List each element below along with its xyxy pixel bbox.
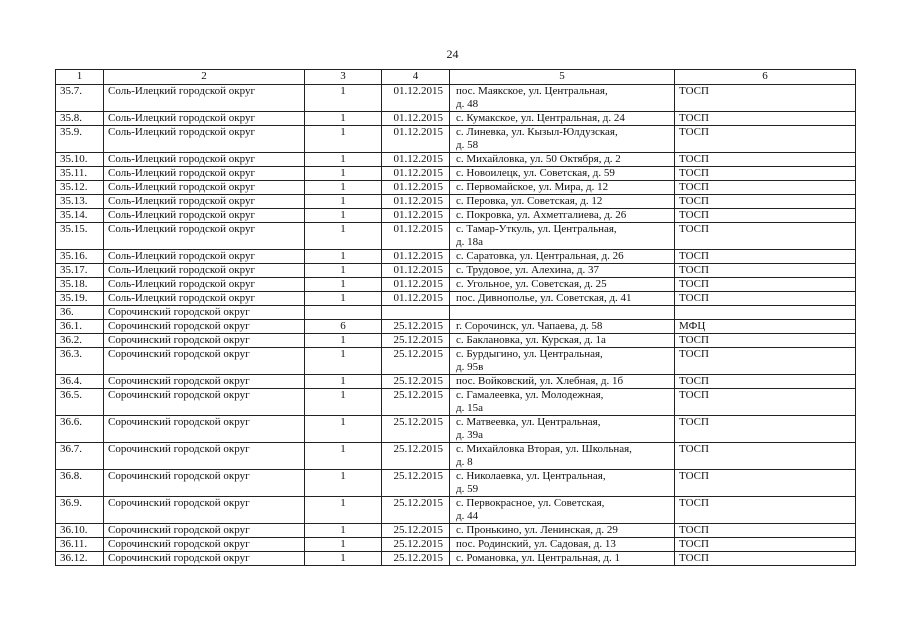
district-name-cell: Сорочинский городской округ [104, 389, 305, 416]
date-cell: 25.12.2015 [382, 538, 450, 552]
address-line: с. Саратовка, ул. Центральная, д. 26 [456, 250, 624, 262]
office-type-cell [675, 306, 856, 320]
windows-count-cell: 1 [305, 470, 382, 497]
district-name-cell: Сорочинский городской округ [104, 375, 305, 389]
windows-count-cell: 1 [305, 348, 382, 375]
office-type-cell: ТОСП [675, 278, 856, 292]
windows-count-cell: 1 [305, 153, 382, 167]
address-cell [450, 195, 675, 209]
address-cell [450, 153, 675, 167]
table-row [56, 85, 856, 112]
date-cell: 01.12.2015 [382, 112, 450, 126]
date-cell: 25.12.2015 [382, 416, 450, 443]
table-row [56, 264, 856, 278]
date-cell: 01.12.2015 [382, 292, 450, 306]
district-name-cell: Сорочинский городской округ [104, 538, 305, 552]
row-number-cell: 35.14. [56, 209, 104, 223]
row-number-cell: 36. [56, 306, 104, 320]
office-type-cell: ТОСП [675, 443, 856, 470]
address-line: с. Первокрасное, ул. Советская, [456, 497, 605, 509]
district-name-cell: Сорочинский городской округ [104, 470, 305, 497]
address-cell [450, 250, 675, 264]
district-name-cell: Соль-Илецкий городской округ [104, 209, 305, 223]
windows-count-cell: 6 [305, 320, 382, 334]
windows-count-cell: 1 [305, 552, 382, 566]
district-name-cell: Сорочинский городской округ [104, 416, 305, 443]
district-name-cell: Сорочинский городской округ [104, 320, 305, 334]
address-cell [450, 292, 675, 306]
table-row [56, 195, 856, 209]
address-line: с. Угольное, ул. Советская, д. 25 [456, 278, 607, 290]
address-line: с. Михайловка, ул. 50 Октября, д. 2 [456, 153, 621, 165]
date-cell: 01.12.2015 [382, 181, 450, 195]
address-cell [450, 443, 675, 470]
row-number-cell: 35.19. [56, 292, 104, 306]
address-cell [450, 524, 675, 538]
address-line-continued: д. 48 [456, 98, 479, 110]
table-row [56, 389, 856, 416]
office-type-cell: ТОСП [675, 223, 856, 250]
office-type-cell: ТОСП [675, 334, 856, 348]
row-number-cell: 36.8. [56, 470, 104, 497]
district-name-cell: Соль-Илецкий городской округ [104, 292, 305, 306]
office-type-cell: ТОСП [675, 470, 856, 497]
address-line: пос. Родинский, ул. Садовая, д. 13 [456, 538, 616, 550]
date-cell: 01.12.2015 [382, 195, 450, 209]
row-number-cell: 35.13. [56, 195, 104, 209]
row-number-cell: 35.7. [56, 85, 104, 112]
row-number-cell: 36.9. [56, 497, 104, 524]
row-number-cell: 35.12. [56, 181, 104, 195]
row-number-cell: 35.15. [56, 223, 104, 250]
office-type-cell: ТОСП [675, 538, 856, 552]
office-type-cell: ТОСП [675, 292, 856, 306]
office-type-cell: ТОСП [675, 524, 856, 538]
table-row [56, 126, 856, 153]
address-line-continued: д. 8 [456, 456, 473, 468]
date-cell: 01.12.2015 [382, 264, 450, 278]
windows-count-cell: 1 [305, 85, 382, 112]
windows-count-cell: 1 [305, 389, 382, 416]
address-cell [450, 552, 675, 566]
district-name-cell: Сорочинский городской округ [104, 524, 305, 538]
date-cell: 25.12.2015 [382, 552, 450, 566]
table-row [56, 167, 856, 181]
district-name-cell: Соль-Илецкий городской округ [104, 250, 305, 264]
table-row [56, 470, 856, 497]
address-cell [450, 264, 675, 278]
district-name-cell: Соль-Илецкий городской округ [104, 153, 305, 167]
address-cell [450, 375, 675, 389]
date-cell: 01.12.2015 [382, 209, 450, 223]
address-cell [450, 181, 675, 195]
district-name-cell: Сорочинский городской округ [104, 497, 305, 524]
address-line-continued: д. 95в [456, 361, 484, 373]
column-header: 4 [382, 70, 450, 85]
date-cell: 25.12.2015 [382, 497, 450, 524]
address-line: с. Новоилецк, ул. Советская, д. 59 [456, 167, 615, 179]
address-cell [450, 348, 675, 375]
address-line: с. Кумакское, ул. Центральная, д. 24 [456, 112, 625, 124]
address-line: пос. Маякское, ул. Центральная, [456, 85, 608, 97]
district-name-cell: Соль-Илецкий городской округ [104, 85, 305, 112]
windows-count-cell: 1 [305, 334, 382, 348]
table-row [56, 112, 856, 126]
windows-count-cell: 1 [305, 126, 382, 153]
office-type-cell: ТОСП [675, 264, 856, 278]
district-name-cell: Сорочинский городской округ [104, 348, 305, 375]
table-row [56, 443, 856, 470]
date-cell: 01.12.2015 [382, 250, 450, 264]
address-line: с. Бурдыгино, ул. Центральная, [456, 348, 603, 360]
column-header: 1 [56, 70, 104, 85]
address-line: с. Михайловка Вторая, ул. Школьная, [456, 443, 632, 455]
address-cell [450, 223, 675, 250]
address-line-continued: д. 58 [456, 139, 479, 151]
date-cell: 25.12.2015 [382, 375, 450, 389]
date-cell: 25.12.2015 [382, 443, 450, 470]
row-number-cell: 35.16. [56, 250, 104, 264]
table-row [56, 375, 856, 389]
windows-count-cell: 1 [305, 209, 382, 223]
office-type-cell: ТОСП [675, 209, 856, 223]
row-number-cell: 35.18. [56, 278, 104, 292]
address-line-continued: д. 18а [456, 236, 483, 248]
office-type-cell: ТОСП [675, 389, 856, 416]
office-type-cell: ТОСП [675, 167, 856, 181]
windows-count-cell: 1 [305, 443, 382, 470]
row-number-cell: 35.8. [56, 112, 104, 126]
address-cell [450, 209, 675, 223]
windows-count-cell: 1 [305, 538, 382, 552]
row-number-cell: 36.5. [56, 389, 104, 416]
office-type-cell: ТОСП [675, 497, 856, 524]
table-row [56, 181, 856, 195]
address-line: пос. Дивнополье, ул. Советская, д. 41 [456, 292, 632, 304]
windows-count-cell: 1 [305, 181, 382, 195]
row-number-cell: 35.10. [56, 153, 104, 167]
district-name-cell: Сорочинский городской округ [104, 443, 305, 470]
table-row [56, 348, 856, 375]
district-name-cell: Соль-Илецкий городской округ [104, 264, 305, 278]
office-type-cell: МФЦ [675, 320, 856, 334]
address-cell [450, 167, 675, 181]
date-cell [382, 306, 450, 320]
table-row [56, 334, 856, 348]
date-cell: 01.12.2015 [382, 167, 450, 181]
table-row [56, 538, 856, 552]
date-cell: 25.12.2015 [382, 348, 450, 375]
date-cell: 01.12.2015 [382, 126, 450, 153]
address-line: пос. Войковский, ул. Хлебная, д. 1б [456, 375, 624, 387]
table-row [56, 306, 856, 320]
date-cell: 01.12.2015 [382, 223, 450, 250]
office-type-cell: ТОСП [675, 552, 856, 566]
row-number-cell: 36.2. [56, 334, 104, 348]
address-cell [450, 320, 675, 334]
row-number-cell: 36.4. [56, 375, 104, 389]
row-number-cell: 35.11. [56, 167, 104, 181]
address-line: с. Первомайское, ул. Мира, д. 12 [456, 181, 609, 193]
address-line: с. Пронькино, ул. Ленинская, д. 29 [456, 524, 618, 536]
windows-count-cell: 1 [305, 416, 382, 443]
windows-count-cell: 1 [305, 375, 382, 389]
address-cell [450, 278, 675, 292]
address-line: с. Матвеевка, ул. Центральная, [456, 416, 601, 428]
row-number-cell: 36.1. [56, 320, 104, 334]
windows-count-cell: 1 [305, 250, 382, 264]
table-row [56, 153, 856, 167]
column-header: 3 [305, 70, 382, 85]
date-cell: 25.12.2015 [382, 470, 450, 497]
address-line: с. Покровка, ул. Ахметгалиева, д. 26 [456, 209, 627, 221]
address-cell [450, 85, 675, 112]
date-cell: 25.12.2015 [382, 334, 450, 348]
address-cell [450, 497, 675, 524]
page-number: 24 [446, 47, 459, 61]
address-line: с. Баклановка, ул. Курская, д. 1а [456, 334, 606, 346]
address-cell [450, 389, 675, 416]
column-header: 6 [675, 70, 856, 85]
address-cell [450, 416, 675, 443]
office-type-cell: ТОСП [675, 250, 856, 264]
windows-count-cell: 1 [305, 524, 382, 538]
table-row [56, 209, 856, 223]
district-name-cell: Сорочинский городской округ [104, 334, 305, 348]
date-cell: 25.12.2015 [382, 320, 450, 334]
district-name-cell: Сорочинский городской округ [104, 306, 305, 320]
address-line: с. Перовка, ул. Советская, д. 12 [456, 195, 603, 207]
table-row [56, 250, 856, 264]
table-row [56, 278, 856, 292]
office-type-cell: ТОСП [675, 112, 856, 126]
windows-count-cell: 1 [305, 167, 382, 181]
office-type-cell: ТОСП [675, 416, 856, 443]
row-number-cell: 35.17. [56, 264, 104, 278]
address-line: с. Николаевка, ул. Центральная, [456, 470, 606, 482]
table-body [56, 85, 856, 566]
date-cell: 01.12.2015 [382, 85, 450, 112]
address-cell [450, 306, 675, 320]
date-cell: 25.12.2015 [382, 524, 450, 538]
table-row [56, 223, 856, 250]
district-name-cell: Соль-Илецкий городской округ [104, 223, 305, 250]
district-name-cell: Соль-Илецкий городской округ [104, 126, 305, 153]
table-row [56, 552, 856, 566]
windows-count-cell: 1 [305, 112, 382, 126]
address-cell [450, 126, 675, 153]
table-row [56, 292, 856, 306]
row-number-cell: 35.9. [56, 126, 104, 153]
row-number-cell: 36.12. [56, 552, 104, 566]
address-line-continued: д. 15а [456, 402, 483, 414]
date-cell: 01.12.2015 [382, 153, 450, 167]
windows-count-cell: 1 [305, 264, 382, 278]
table-row [56, 497, 856, 524]
date-cell: 01.12.2015 [382, 278, 450, 292]
column-header: 5 [450, 70, 675, 85]
address-line: г. Сорочинск, ул. Чапаева, д. 58 [456, 320, 603, 332]
address-cell [450, 538, 675, 552]
row-number-cell: 36.3. [56, 348, 104, 375]
address-line-continued: д. 44 [456, 510, 479, 522]
address-line: с. Тамар-Уткуль, ул. Центральная, [456, 223, 617, 235]
locations-table [55, 69, 856, 566]
row-number-cell: 36.7. [56, 443, 104, 470]
row-number-cell: 36.10. [56, 524, 104, 538]
office-type-cell: ТОСП [675, 375, 856, 389]
table-row [56, 524, 856, 538]
table-row [56, 320, 856, 334]
office-type-cell: ТОСП [675, 85, 856, 112]
table-header-row [56, 70, 856, 85]
windows-count-cell: 1 [305, 292, 382, 306]
row-number-cell: 36.11. [56, 538, 104, 552]
district-name-cell: Соль-Илецкий городской округ [104, 195, 305, 209]
address-cell [450, 470, 675, 497]
address-line: с. Трудовое, ул. Алехина, д. 37 [456, 264, 600, 276]
office-type-cell: ТОСП [675, 181, 856, 195]
date-cell: 25.12.2015 [382, 389, 450, 416]
address-line: с. Романовка, ул. Центральная, д. 1 [456, 552, 620, 564]
office-type-cell: ТОСП [675, 348, 856, 375]
office-type-cell: ТОСП [675, 195, 856, 209]
address-line-continued: д. 39а [456, 429, 483, 441]
windows-count-cell: 1 [305, 497, 382, 524]
office-type-cell: ТОСП [675, 153, 856, 167]
district-name-cell: Соль-Илецкий городской округ [104, 181, 305, 195]
table-row [56, 416, 856, 443]
address-cell [450, 112, 675, 126]
windows-count-cell: 1 [305, 223, 382, 250]
district-name-cell: Соль-Илецкий городской округ [104, 278, 305, 292]
office-type-cell: ТОСП [675, 126, 856, 153]
row-number-cell: 36.6. [56, 416, 104, 443]
address-line-continued: д. 59 [456, 483, 479, 495]
district-name-cell: Сорочинский городской округ [104, 552, 305, 566]
address-cell [450, 334, 675, 348]
windows-count-cell: 1 [305, 195, 382, 209]
address-line: с. Гамалеевка, ул. Молодежная, [456, 389, 604, 401]
district-name-cell: Соль-Илецкий городской округ [104, 167, 305, 181]
district-name-cell: Соль-Илецкий городской округ [104, 112, 305, 126]
address-line: с. Линевка, ул. Кызыл-Юлдузская, [456, 126, 618, 138]
column-header: 2 [104, 70, 305, 85]
windows-count-cell [305, 306, 382, 320]
windows-count-cell: 1 [305, 278, 382, 292]
